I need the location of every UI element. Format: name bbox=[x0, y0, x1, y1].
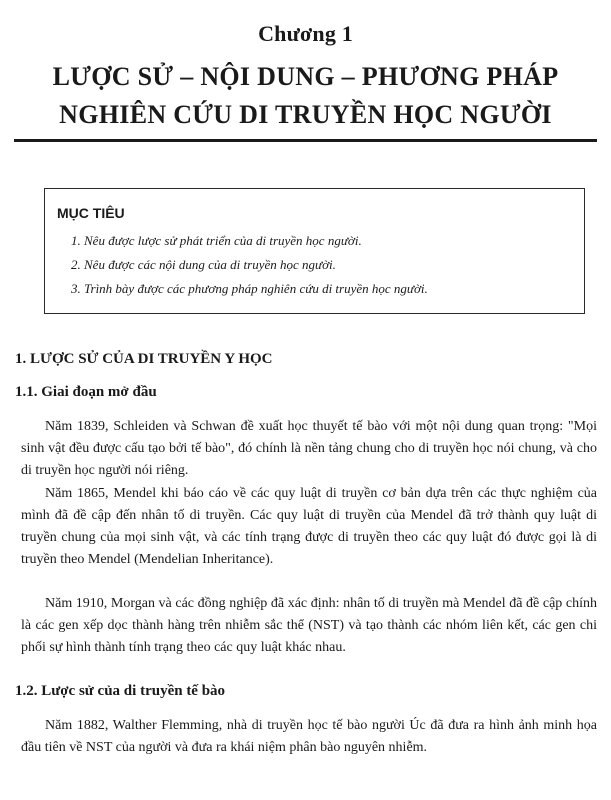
paragraph-text: Năm 1882, Walther Flemming, nhà di truyền học tế bào người Úc đã đưa ra hình ảnh minh họa đầu tiên về NST của người và đưa ra khái niệm phân bào nguyên nhiễm. bbox=[21, 718, 597, 755]
objectives-title: MỤC TIÊU bbox=[57, 205, 125, 221]
title-divider bbox=[14, 139, 597, 142]
subsection-heading-1-2: 1.2. Lược sử của di truyền tế bào bbox=[15, 683, 226, 699]
section-heading-1: 1. LƯỢC SỬ CỦA DI TRUYỀN Y HỌC bbox=[15, 351, 273, 367]
subsection-heading-1-1: 1.1. Giai đoạn mở đầu bbox=[15, 384, 157, 400]
chapter-title-line-2: NGHIÊN CỨU DI TRUYỀN HỌC NGƯỜI bbox=[59, 100, 552, 129]
objective-item: 2. Nêu được các nội dung của di truyền học người. bbox=[71, 257, 336, 272]
paragraph-text: Năm 1910, Morgan và các đồng nghiệp đã xác định: nhân tố di truyền mà Mendel đã đề cập chính là các gen xếp dọc thành hàng trên nhiễm sắc thể (NST) và tạo thành các nhóm liên kết, các gen chi phối sự hình thành tính trạng theo các quy luật khác nhau. bbox=[21, 596, 597, 655]
chapter-label: Chương 1 bbox=[258, 21, 353, 46]
paragraph-text: Năm 1865, Mendel khi báo cáo về các quy luật di truyền cơ bản dựa trên các thực nghiệm của mình đã đề cập đến nhân tố di truyền. Các quy luật di truyền của Mendel đã trở thành quy luật di truyền chung của mọi sinh vật, và các tính trạng được di truyền theo các quy luật đó được gọi là di truyền theo Mendel (Mendelian Inheritance). bbox=[21, 486, 597, 567]
paragraph bbox=[21, 483, 597, 571]
objectives-list bbox=[57, 229, 584, 301]
chapter-title-line-1: LƯỢC SỬ – NỘI DUNG – PHƯƠNG PHÁP bbox=[52, 62, 559, 91]
paragraph bbox=[21, 416, 597, 482]
objective-item: 3. Trình bày được các phương pháp nghiên cứu di truyền học người. bbox=[71, 281, 428, 296]
chapter-title bbox=[0, 58, 611, 134]
paragraph-text: Năm 1839, Schleiden và Schwan đề xuất học thuyết tế bào với một nội dung quan trọng: "Mọi sinh vật đều được cấu tạo bởi tế bào", đó chính là nền tảng chung cho di truyền học nói chung, và cho di truyền học người nói riêng. bbox=[21, 419, 597, 478]
objectives-box bbox=[44, 188, 585, 314]
objective-item: 1. Nêu được lược sử phát triển của di truyền học người. bbox=[71, 233, 362, 248]
paragraph bbox=[21, 715, 597, 759]
paragraph bbox=[21, 593, 597, 659]
